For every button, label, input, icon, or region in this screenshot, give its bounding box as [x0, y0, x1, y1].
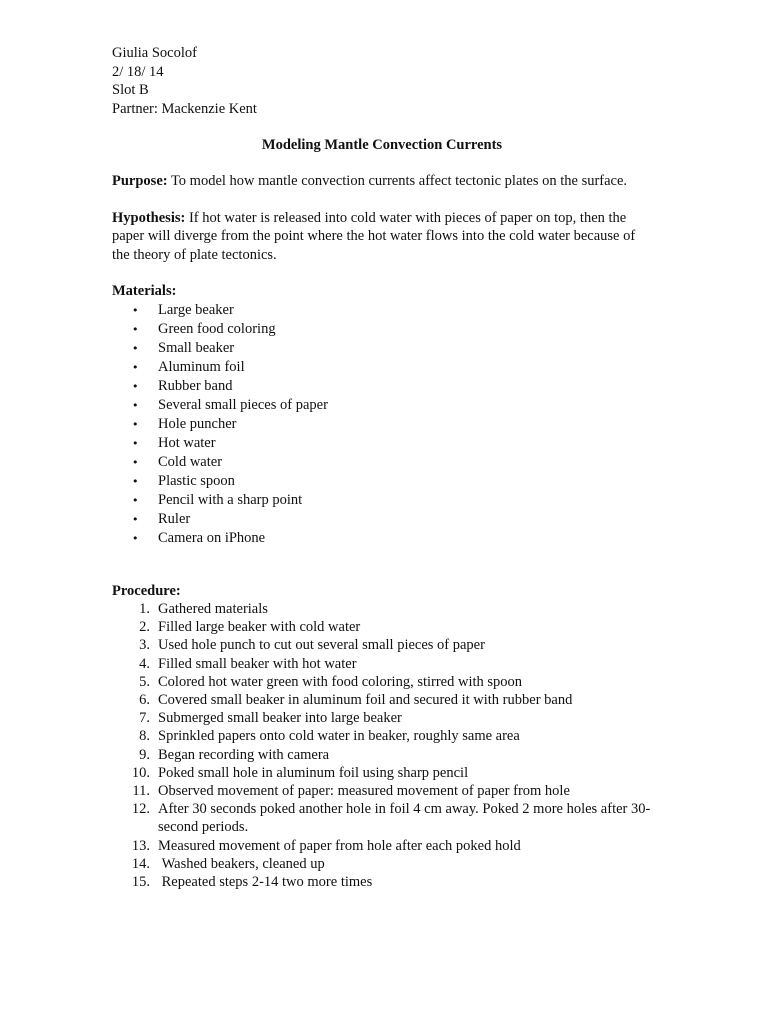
material-item-text: Green food coloring: [158, 320, 276, 337]
bullet-icon: •: [132, 379, 139, 393]
step-text: Began recording with camera: [158, 746, 330, 763]
material-item: [112, 434, 652, 453]
bullet-icon: •: [132, 322, 139, 336]
bullet-icon: •: [132, 474, 139, 488]
bullet-icon: •: [132, 436, 139, 450]
material-item-text: Several small pieces of paper: [158, 396, 328, 413]
material-item-text: Aluminum foil: [158, 358, 245, 375]
bullet-icon: •: [132, 398, 139, 412]
step-text: Sprinkled papers onto cold water in beaker, roughly same area: [158, 728, 520, 745]
procedure-step: [112, 727, 652, 745]
step-number: 12.: [131, 801, 150, 818]
material-item: [112, 510, 652, 529]
step-number: 8.: [139, 728, 150, 745]
procedure-heading: Procedure:: [112, 582, 181, 599]
document-title: Modeling Mantle Convection Currents: [261, 137, 503, 153]
step-number: 2.: [139, 619, 150, 636]
material-item-text: Ruler: [158, 510, 191, 527]
hypothesis-label: Hypothesis:: [112, 209, 186, 226]
step-text: Filled large beaker with cold water: [158, 619, 361, 636]
author-name: Giulia Socolof: [112, 45, 197, 61]
procedure-step: [112, 873, 652, 891]
partner-name: Partner: Mackenzie Kent: [112, 100, 257, 117]
procedure-section: [112, 582, 652, 892]
materials-list: [112, 301, 652, 548]
step-number: 4.: [139, 655, 150, 672]
materials-heading: Materials:: [112, 283, 177, 299]
purpose-label: Purpose:: [112, 173, 168, 189]
step-text: Repeated steps 2-14 two more times: [158, 874, 373, 891]
class-slot: Slot B: [112, 82, 149, 98]
material-item: [112, 396, 652, 415]
procedure-step: [112, 709, 652, 727]
step-number: 5.: [139, 673, 150, 690]
step-text: Covered small beaker in aluminum foil and secured it with rubber band: [158, 692, 573, 709]
bullet-icon: •: [132, 531, 139, 545]
step-number: 7.: [139, 710, 150, 727]
step-text: Gathered materials: [158, 601, 268, 617]
header-block: [112, 44, 652, 118]
material-item-text: Hole puncher: [158, 415, 237, 432]
materials-section: [112, 282, 652, 548]
bullet-icon: •: [132, 303, 139, 317]
material-item: [112, 377, 652, 396]
material-item: [112, 339, 652, 358]
material-item: [112, 472, 652, 491]
material-item: [112, 320, 652, 339]
step-text: Measured movement of paper from hole after each poked hold: [158, 837, 521, 854]
procedure-step: [112, 600, 652, 618]
bullet-icon: •: [132, 455, 139, 469]
step-number: 10.: [131, 764, 150, 781]
procedure-step: [112, 636, 652, 654]
material-item: [112, 301, 652, 320]
procedure-step: [112, 782, 652, 800]
procedure-step: [112, 691, 652, 709]
step-text: Filled small beaker with hot water: [158, 655, 357, 672]
step-number: 11.: [132, 783, 150, 800]
procedure-step: [112, 855, 652, 873]
material-item-text: Small beaker: [158, 339, 235, 356]
material-item: [112, 491, 652, 510]
step-number: 13.: [131, 837, 150, 854]
material-item-text: Rubber band: [158, 377, 233, 394]
step-number: 15.: [131, 874, 150, 891]
step-text: Poked small hole in aluminum foil using sharp pencil: [158, 764, 469, 781]
procedure-step: [112, 800, 652, 836]
procedure-step: [112, 746, 652, 764]
document-date: 2/ 18/ 14: [112, 63, 164, 80]
procedure-list: [112, 600, 652, 891]
bullet-icon: •: [132, 360, 139, 374]
step-number: 9.: [139, 746, 150, 763]
purpose-text: To model how mantle convection currents affect tectonic plates on the surface.: [167, 173, 628, 189]
step-number: 14.: [131, 855, 150, 872]
bullet-icon: •: [132, 417, 139, 431]
material-item-text: Plastic spoon: [158, 472, 235, 489]
hypothesis-text: If hot water is released into cold water with pieces of paper on top, then the paper will diverge from the point where the hot water flows into the cold water because of the theory of plate tectonics.: [112, 209, 636, 263]
procedure-step: [112, 673, 652, 691]
material-item-text: Large beaker: [158, 301, 234, 318]
step-text: After 30 seconds poked another hole in foil 4 cm away. Poked 2 more holes after 30-second periods.: [158, 801, 651, 836]
step-text: Washed beakers, cleaned up: [158, 855, 325, 872]
material-item: [112, 453, 652, 472]
material-item: [112, 415, 652, 434]
material-item-text: Cold water: [158, 453, 223, 470]
step-number: 6.: [139, 692, 150, 709]
material-item-text: Hot water: [158, 434, 216, 451]
step-number: 3.: [139, 637, 150, 654]
step-text: Observed movement of paper: measured movement of paper from hole: [158, 783, 570, 800]
step-text: Colored hot water green with food coloring, stirred with spoon: [158, 673, 523, 690]
step-text: Used hole punch to cut out several small pieces of paper: [158, 637, 485, 654]
document-page: [112, 44, 652, 891]
procedure-step: [112, 837, 652, 855]
material-item: [112, 358, 652, 377]
procedure-step: [112, 618, 652, 636]
material-item: [112, 529, 652, 548]
bullet-icon: •: [132, 341, 139, 355]
purpose-section: [112, 172, 652, 191]
procedure-step: [112, 764, 652, 782]
material-item-text: Camera on iPhone: [158, 529, 266, 546]
hypothesis-section: [112, 209, 652, 265]
step-text: Submerged small beaker into large beaker: [158, 710, 402, 727]
procedure-step: [112, 655, 652, 673]
step-number: 1.: [139, 601, 150, 617]
material-item-text: Pencil with a sharp point: [158, 491, 303, 508]
bullet-icon: •: [132, 493, 139, 507]
bullet-icon: •: [132, 512, 139, 526]
